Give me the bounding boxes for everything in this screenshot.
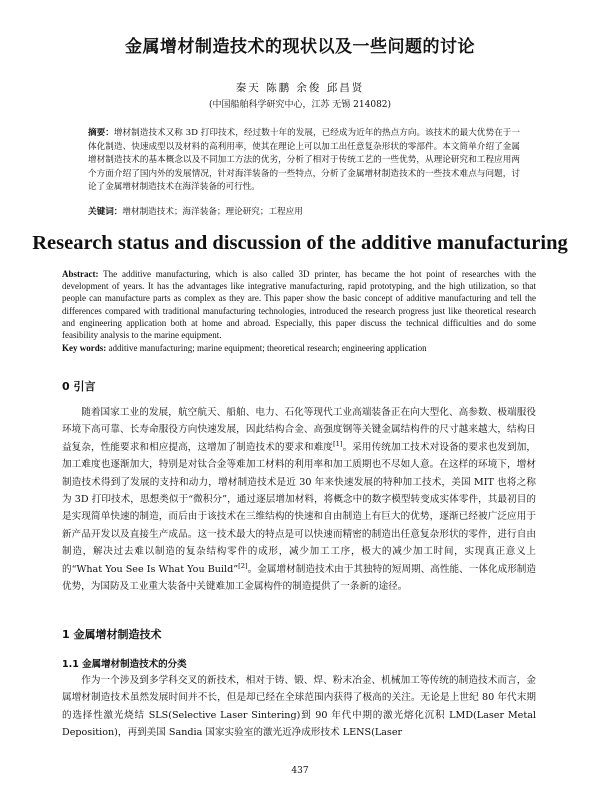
cn-keywords (88, 206, 520, 219)
en-abstract-label: Abstract: (62, 269, 99, 279)
authors: 秦天 陈鹏 余俊 邱昌贤 (235, 82, 365, 94)
cn-keywords-text: 增材制造技术；海洋装备；理论研究；工程应用 (122, 207, 303, 217)
section-0-heading: 0 引言 (62, 380, 96, 393)
section-0-text-c: 。金属增材制造技术由于其独特的短周期、高性能、一体化成形制造优势，为国防及工业重大装备中关键难加工金属构件的制造提供了一条新的途径。 (62, 563, 536, 593)
en-abstract (62, 268, 536, 341)
cn-abstract-text: 增材制造技术又称 3D 打印技术，经过数十年的发展，已经成为近年的热点方向。该技术的最大优势在于一体化制造、快速成型以及材料的高利用率，使其在理论上可以加工出任意复杂形状的零部件。本文简单介绍了金属增材制造技术的基本概念以及不同加工方法的优劣，分析了相对于传统工艺的一些优势，从理论研究和工程应用两个方面介绍了国内外的发展情况，针对海洋装备的一些特点，分析了金属增材制造技术的一些技术难点与问题，讨论了金属增材制造技术在海洋装备的可行性。 (88, 128, 520, 193)
en-keywords-label: Key words: (62, 343, 107, 353)
subsection-1-1-heading: 1.1 金属增材制造技术的分类 (62, 659, 187, 670)
cn-keywords-label: 关键词： (88, 207, 123, 217)
section-1-paragraph: 作为一个涉及到多学科交叉的新技术，相对于铸、锻、焊、粉末冶金、机械加工等传统的制造技术而言，金属增材制造技术虽然发展时间并不长，但是却已经在全球范围内获得了极高的关注。无论是上世纪 80 年代末期的选择性激光烧结 SLS(Selective Laser Sintering)到 90 年代中期的激光熔化沉积 LMD(Laser Metal Deposition)，再到美国 Sandia 国家实验室的激光近净成形技术 LENS(Laser (62, 675, 536, 739)
en-keywords (62, 342, 536, 354)
affiliation: (中国船舶科学研究中心，江苏 无锡 214082) (208, 100, 392, 110)
en-keywords-text: additive manufacturing; marine equipment; theoretical research; engineering application (108, 343, 427, 353)
section-0-text-a: 随着国家工业的发展，航空航天、船舶、电力、石化等现代工业高端装备正在向大型化、高参数、极端服役环境下高可靠、长寿命服役方向快速发展，因此结构合金、高强度钢等关键金属结构件的尺寸越来越大，结构日益复杂，性能要求和相应提高，这增加了制造技术的要求和难度 (62, 407, 536, 453)
cn-abstract (88, 127, 520, 195)
en-title: Research status and discussion of the additive manufacturing (32, 232, 568, 254)
section-0-text-b: 。采用传统加工技术对设备的要求也发到加，加工难度也逐渐加大，特别是对钛合金等难加工材料的利用率和加工质期也不尽如人意。在这样的环境下，增材制造技术得到了发展的支持和动力，增材制造技术是近 30 年来快速发展的特种加工技术，美国 MIT 也将之称为 3D 打印技术，思想类似于“微积分”，通过逐层增加材料，将概念中的数字模型转变成实体零件，其最初目的是实现简单快速的制造，而后由于该技术在三维结构的快速和自由制造上有巨大的优势，逐渐已经被广泛应用于新产品开发以及直接生产成品。这一技术最大的特点是可以快速而精密的制造出任意复杂形状的零件，进行自由制造，解决过去难以制造的复杂结构零件的成形，减少加工工序，极大的减少加工时间，实现真正意义上的“What You See Is What You Build” (62, 441, 536, 575)
page-number: 437 (291, 766, 309, 776)
section-0-paragraph (62, 404, 536, 612)
citation-2: [2] (238, 561, 248, 570)
section-1-heading: 1 金属增材制造技术 (62, 628, 162, 641)
citation-1: [1] (332, 439, 343, 448)
cn-abstract-label: 摘要： (88, 128, 114, 138)
cn-title: 金属增材制造技术的现状以及一些问题的讨论 (125, 37, 475, 57)
en-abstract-text: The additive manufacturing, which is also called 3D printer, has became the hot point of researches with the development of years. It has the advantages like integrative manufacturing, rapid prototyping, and the high utilization, so that people can manufacture parts as complex as they are. This paper show the basic concept of additive manufacturing and tell the differences compared with traditional manufacturing technologies, introduced the research progress just like theoretical research and engineering application both at home and abroad. Especially, this paper discuss the technical difficulties and do some feasibility analysis to the marine equipment. (62, 269, 536, 341)
